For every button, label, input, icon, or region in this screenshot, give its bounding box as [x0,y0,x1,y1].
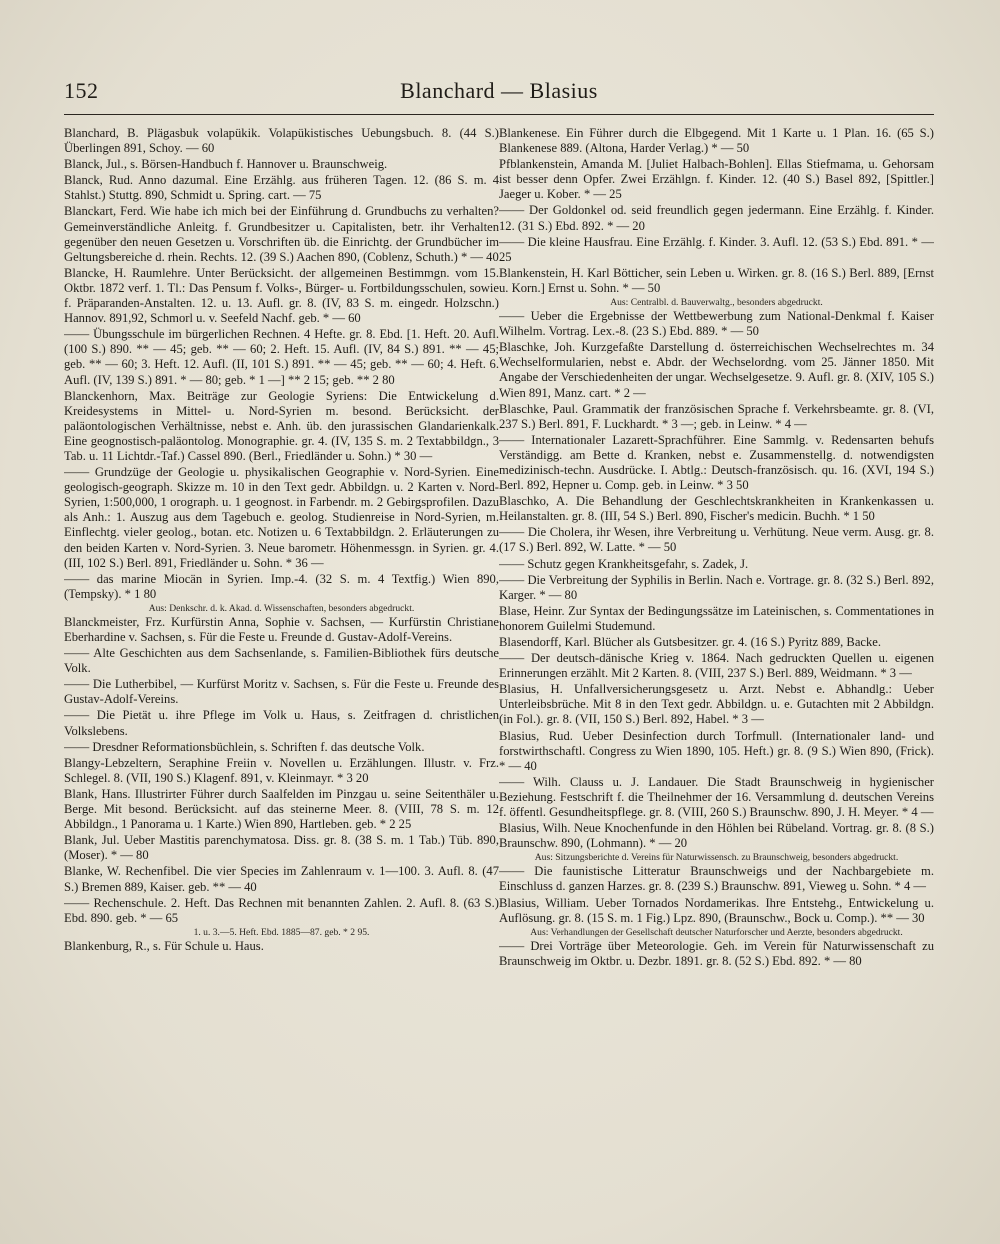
bibliography-entry: —— Dresdner Reformationsbüchlein, s. Schriften f. das deutsche Volk. [64,739,425,754]
bibliography-entry: Blangy-Lebzeltern, Seraphine Freiin v. Novellen u. Erzählungen. Illustr. v. Frz. Schlegel. 8. (VII, 190 S.) Klagenf. 891, v. Kleinmayr. * 3 20 [64,755,499,785]
running-title: Blanchard — Blasius [400,78,598,103]
right-column [499,126,934,1196]
bibliography-entry: Blanck, Rud. Anno dazumal. Eine Erzählg. aus früheren Tagen. 12. (86 S. m. 4 Stahlst.) Stuttg. 890, Schmidt u. Spring. cart. — 75 [64,173,499,203]
entry-note: Aus: Verhandlungen der Gesellschaft deutscher Naturforscher und Aerzte, besonders abgedruckt. [530,926,903,938]
bibliography-entry: —— Der deutsch-dänische Krieg v. 1864. Nach gedruckten Quellen u. eigenen Erinnerungen erzählt. Mit 2 Karten. 8. (VIII, 237 S.) Berl. 889, Weidmann. * 3 — [499,651,934,681]
bibliography-entry: —— Die Verbreitung der Syphilis in Berlin. Nach e. Vortrage. gr. 8. (32 S.) Berl. 892, Karger. * — 80 [499,572,934,602]
bibliography-entry: —— Der Goldonkel od. seid freundlich gegen jedermann. Eine Erzählg. f. Kinder. 12. (31 S.) Ebd. 892. * — 20 [499,203,934,233]
left-column [64,126,499,1196]
bibliography-entry: Pfblankenstein, Amanda M. [Juliet Halbach-Bohlen]. Ellas Stiefmama, u. Gehorsam ist besser denn Opfer. Zwei Erzählgn. f. Kinder. 12. (40 S.) Basel 892, [Spittler.] Jaeger u. Kober. * — 25 [499,157,934,202]
bibliography-entry: Blaschke, Paul. Grammatik der französischen Sprache f. Verkehrsbeamte. gr. 8. (VI, 237 S.) Berl. 891, F. Luckhardt. * 3 —; geb. in Leinw. * 4 — [499,401,934,431]
bibliography-entry: —— Die Cholera, ihr Wesen, ihre Verbreitung u. Verhütung. Neue verm. Ausg. gr. 8. (17 S.) Berl. 892, W. Latte. * — 50 [499,525,934,555]
bibliography-entry: Blankenburg, R., s. Für Schule u. Haus. [64,938,264,953]
bibliography-entry: Blancke, H. Raumlehre. Unter Berücksicht. der allgemeinen Bestimmgn. vom 15. Oktbr. 1872 verf. 1. Tl.: Das Pensum f. Volks-, Bürger- u. Fortbildungsschulen, sowie f. Präparanden-Anstalten. 12. u. 13. Aufl. gr. 8. (IV, 83 S. m. eingedr. Holzschn.) Hannov. 891,92, Schmorl u. v. Seefeld Nachf. geb. * — 60 [64,265,499,326]
bibliography-entry: Blasius, Rud. Ueber Desinfection durch Torfmull. (Internationaler land- und forstwirthschaftl. Congress zu Wien 1890, 105. Heft.) gr. 8. (9 S.) Wien 890, (Frick). * — 40 [499,728,934,773]
bibliography-entry: Blasius, Wilh. Neue Knochenfunde in den Höhlen bei Rübeland. Vortrag. gr. 8. (8 S.) Braunschw. 890, (Lohmann). * — 20 [499,821,934,851]
entry-note: Aus: Sitzungsberichte d. Vereins für Naturwissensch. zu Braunschweig, besonders abgedruckt. [534,852,899,864]
columns [64,126,934,1196]
page-header [64,78,934,112]
bibliography-entry: —— Die Pietät u. ihre Pflege im Volk u. Haus, s. Zeitfragen d. christlichen Volkslebens. [64,708,499,738]
entry-note: Aus: Centralbl. d. Bauverwaltg., besonders abgedruckt. [610,297,823,309]
bibliography-entry: Blanckenhorn, Max. Beiträge zur Geologie Syriens: Die Entwickelung d. Kreidesystems in Mittel- u. Nord-Syrien m. besond. Berücksicht. der paläontologischen Verhältnisse, nebst e. Anh. üb. den jurassischen Glandarienkalk. Eine geognostisch-paläontolog. Monographie. gr. 4. (IV, 135 S. m. 2 Textabbildgn., 3 Tab. u. 11 Lichtdr.-Taf.) Cassel 890. (Berl., Friedländer u. Sohn.) * 30 — [64,388,499,463]
bibliography-entry: —— das marine Miocän in Syrien. Imp.-4. (32 S. m. 4 Textfig.) Wien 890, (Tempsky). * 1 80 [64,571,499,601]
bibliography-entry: —— Wilh. Clauss u. J. Landauer. Die Stadt Braunschweig in hygienischer Beziehung. Festschrift f. die Theilnehmer der 16. Versammlung d. deutschen Vereins f. öffentl. Gesundheitspflege. gr. 8. (VIII, 260 S.) Braunschw. 890, J. H. Meyer. * 4 — [499,774,934,820]
bibliography-entry: Blase, Heinr. Zur Syntax der Bedingungssätze im Lateinischen, s. Commentationes in honorem Guilelmi Studemund. [499,603,934,633]
bibliography-entry: Blankenese. Ein Führer durch die Elbgegend. Mit 1 Karte u. 1 Plan. 16. (65 S.) Blankenese 889. (Altona, Harder Verlag.) * — 50 [499,126,934,156]
bibliography-entry: Blasius, H. Unfallversicherungsgesetz u. Arzt. Nebst e. Abhandlg.: Ueber Unterleibsbrüche. Mit 8 in den Text gedr. Abbildgn. u. e. Gutachten mit 2 Abbildgn. (in Fol.). gr. 8. (VII, 150 S.) Berl. 892, Habel. * 3 — [499,682,934,727]
bibliography-entry: —— Internationaler Lazarett-Sprachführer. Eine Sammlg. v. Redensarten behufs Verständigg. am Bette d. Kranken, nebst e. Zusammenstellg. d. notwendigsten medizinisch-techn. Ausdrücke. I. Abtlg.: Deutsch-französisch. qu. 16. (XVI, 194 S.) Berl. 892, Hepner u. Comp. geb. in Leinw. * 3 50 [499,432,934,493]
bibliography-entry: Blanckart, Ferd. Wie habe ich mich bei der Einführung d. Grundbuchs zu verhalten? Gemeinverständliche Anleitg. f. Grundbesitzer u. Capitalisten, betr. ihr Verhalten gegenüber den neuen Gesetzen u. Vorschriften üb. die Einrichtg. der Grundbücher im Geltungsbereiche d. rhein. Rechts. 12. (39 S.) Aachen 890, (Coblenz, Schuth.) * — 40 [64,204,499,264]
bibliography-entry: —— Drei Vorträge über Meteorologie. Geh. im Verein für Naturwissenschaft zu Braunschweig im Oktbr. u. Dezbr. 1891. gr. 8. (52 S.) Ebd. 892. * — 80 [499,938,934,968]
bibliography-entry: —— Alte Geschichten aus dem Sachsenlande, s. Familien-Bibliothek fürs deutsche Volk. [64,646,499,676]
header-rule [64,114,934,115]
bibliography-entry: —— Schutz gegen Krankheitsgefahr, s. Zadek, J. [499,556,749,571]
bibliography-entry: —— Übungsschule im bürgerlichen Rechnen. 4 Hefte. gr. 8. Ebd. [1. Heft. 20. Aufl. (100 S.) 890. ** — 45; geb. ** — 60; 2. Heft. 15. Aufl. (IV, 84 S.) 891. ** — 45; geb. ** — 60; 3. Heft. 12. Aufl. (II, 101 S.) 891. ** — 45; geb. ** — 60; 4. Heft. 6. Aufl. (IV, 139 S.) 891. * — 80; geb. * 1 —] ** 2 15; geb. ** 2 80 [64,327,499,387]
bibliography-entry: —— Die kleine Hausfrau. Eine Erzählg. f. Kinder. 3. Aufl. 12. (53 S.) Ebd. 891. * — 25 [499,234,934,264]
bibliography-entry: Blank, Jul. Ueber Mastitis parenchymatosa. Diss. gr. 8. (38 S. m. 1 Tab.) Tüb. 890, (Moser). * — 80 [64,833,499,863]
bibliography-entry: —— Die faunistische Litteratur Braunschweigs und der Nachbargebiete m. Einschluss d. ganzen Harzes. gr. 8. (239 S.) Braunschw. 891, Vieweg u. Sohn. * 4 — [499,864,934,894]
bibliography-entry: Blanchard, B. Plägasbuk volapükik. Volapükistisches Uebungsbuch. 8. (44 S.) Überlingen 891, Schoy. — 60 [64,126,499,156]
bibliography-entry: Blanke, W. Rechenfibel. Die vier Species im Zahlenraum v. 1—100. 3. Aufl. 8. (47 S.) Bremen 889, Kaiser. geb. ** — 40 [64,864,499,894]
entry-note: 1. u. 3.—5. Heft. Ebd. 1885—87. geb. * 2 95. [193,926,370,938]
page-number: 152 [64,78,99,103]
bibliography-entry: Blankenstein, H. Karl Bötticher, sein Leben u. Wirken. gr. 8. (16 S.) Berl. 889, [Ernst u. Korn.] Ernst u. Sohn. * — 50 [499,265,934,295]
entry-note: Aus: Denkschr. d. k. Akad. d. Wissenschaften, besonders abgedruckt. [148,602,415,614]
bibliography-entry: Blaschke, Joh. Kurzgefaßte Darstellung d. österreichischen Wechselrechtes m. 34 Wechselformularien, nebst e. Abdr. der Wechselordng. vom 25. Jänner 1850. Mit Angabe der Verschiedenheiten der ungar. Wechselgesetze. 9. Aufl. gr. 8. (XIV, 105 S.) Wien 891, Manz. cart. * 2 — [499,340,934,400]
bibliography-entry: —— Ueber die Ergebnisse der Wettbewerbung zum National-Denkmal f. Kaiser Wilhelm. Vortrag. Lex.-8. (23 S.) Ebd. 889. * — 50 [499,309,934,339]
bibliography-entry: Blasius, William. Ueber Tornados Nordamerikas. Ihre Entstehg., Entwickelung u. Auflösung. gr. 8. (15 S. m. 1 Fig.) Lpz. 890, (Braunschw., Bock u. Comp.). ** — 30 [499,895,934,925]
bibliography-entry: Blaschko, A. Die Behandlung der Geschlechtskrankheiten in Krankenkassen u. Heilanstalten. gr. 8. (III, 54 S.) Berl. 890, Fischer's medicin. Buchh. * 1 50 [499,494,934,524]
bibliography-entry: —— Rechenschule. 2. Heft. Das Rechnen mit benannten Zahlen. 2. Aufl. 8. (63 S.) Ebd. 890. geb. * — 65 [64,895,499,925]
bibliography-entry: Blanckmeister, Frz. Kurfürstin Anna, Sophie v. Sachsen, — Kurfürstin Christiane Eberhardine v. Sachsen, s. Für die Feste u. Freunde d. Gustav-Adolf-Vereins. [64,614,499,644]
bibliography-entry: Blank, Hans. Illustrirter Führer durch Saalfelden im Pinzgau u. seine Seitenthäler u. Berge. Mit besond. Berücksicht. auf das steinerne Meer. 8. (VIII, 78 S. m. 12 Abbildgn., 1 Panorama u. 1 Karte.) Wien 890, Hartleben. geb. * 2 25 [64,786,499,832]
bibliography-entry: —— Grundzüge der Geologie u. physikalischen Geographie v. Nord-Syrien. Eine geologisch-geograph. Skizze m. 10 in den Text gedr. Abbildgn. u. 2 Karten v. Nord-Syrien, 1:500,000, 1 orograph. u. 1 geognost. in Farbendr. m. 2 Gebirgsprofilen. Dazu als Anh.: 1. Auszug aus dem Tagebuch e. geolog. Studienreise in Nord-Syrien, m. Einflechtg. vieler geolog., botan. etc. Notizen u. 6 Textabbildgn. 2. Erläuterungen zu den beiden Karten v. Nord-Syrien. 3. Neue barometr. Höhenmessgn. in Syrien. gr. 4. (III, 102 S.) Berl. 891, Friedländer u. Sohn. * 36 — [64,465,499,570]
bibliography-entry: Blanck, Jul., s. Börsen-Handbuch f. Hannover u. Braunschweig. [64,157,388,172]
bibliography-entry: —— Die Lutherbibel, — Kurfürst Moritz v. Sachsen, s. Für die Feste u. Freunde des Gustav-Adolf-Vereins. [64,677,499,707]
bibliography-entry: Blasendorff, Karl. Blücher als Gutsbesitzer. gr. 4. (16 S.) Pyritz 889, Backe. [499,635,882,649]
